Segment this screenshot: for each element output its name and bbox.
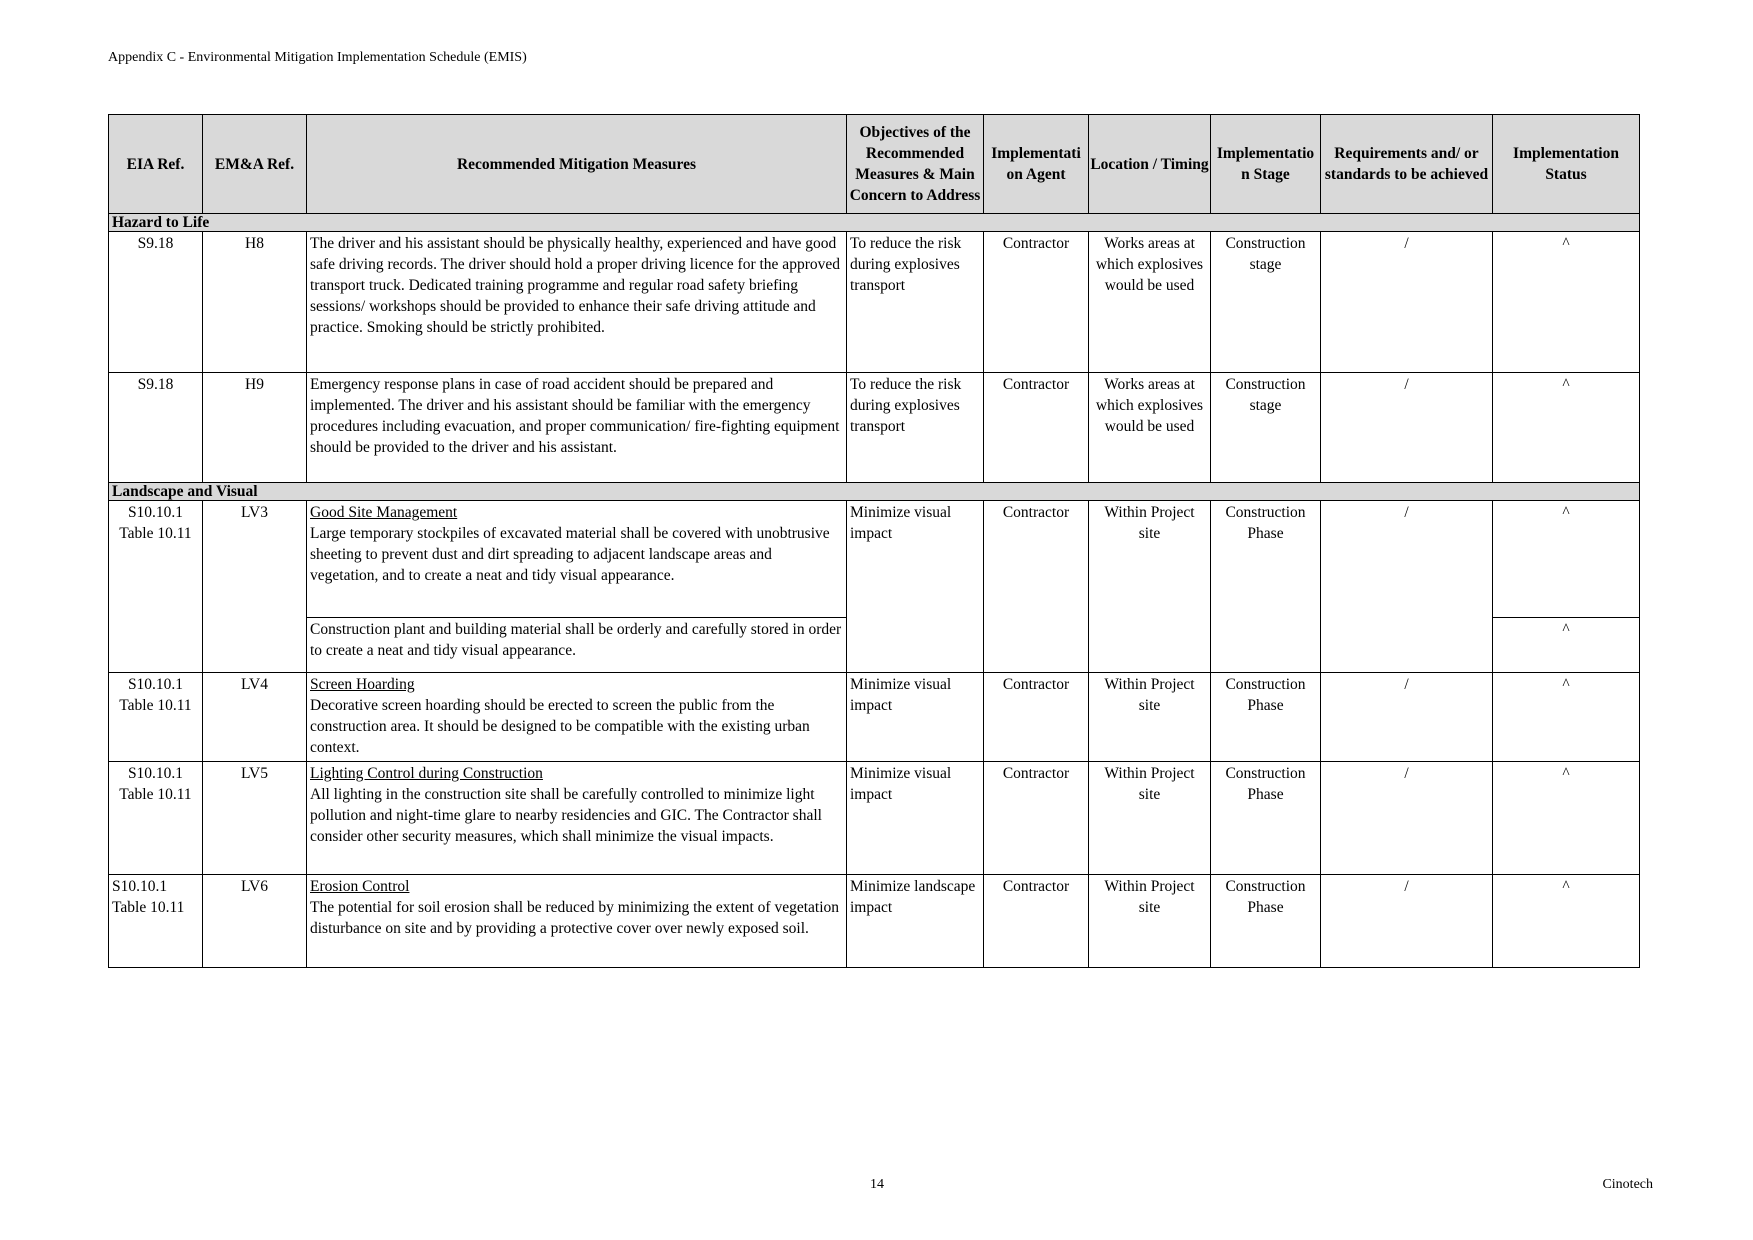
cell-eia-ref — [109, 673, 203, 762]
col-header-objectives: Objectives of the Recommended Measures & Main Concern to Address — [847, 115, 984, 214]
cell-stage: Construction Phase — [1211, 762, 1321, 875]
col-header-agent: Implementati on Agent — [984, 115, 1089, 214]
cell-eia-ref: S9.18 — [109, 373, 203, 483]
cell-ema-ref: LV6 — [203, 875, 307, 968]
cell-location: Works areas at which explosives would be used — [1089, 373, 1211, 483]
cell-measure — [307, 673, 847, 762]
cell-requirement: / — [1321, 232, 1493, 373]
cell-eia-ref — [109, 501, 203, 673]
table-header-row — [109, 115, 1640, 214]
section-title-hazard: Hazard to Life — [109, 214, 1640, 232]
cell-objective: Minimize visual impact — [847, 501, 984, 673]
table-row-lv4 — [109, 673, 1640, 762]
cell-eia-ref — [109, 875, 203, 968]
eia-table-ref: Table 10.11 — [119, 697, 192, 714]
col-header-eia-ref: EIA Ref. — [109, 115, 203, 214]
col-header-status: Implementation Status — [1493, 115, 1640, 214]
eia-section-ref: S10.10.1 — [112, 878, 168, 895]
cell-objective: Minimize visual impact — [847, 673, 984, 762]
cell-stage: Construction Phase — [1211, 501, 1321, 673]
cell-measure: Construction plant and building material shall be orderly and carefully stored in order to create a neat and tidy visual appearance. — [307, 618, 847, 673]
cell-location: Within Project site — [1089, 762, 1211, 875]
section-title-landscape: Landscape and Visual — [109, 483, 1640, 501]
measure-title: Good Site Management — [310, 504, 458, 521]
cell-measure: Emergency response plans in case of road accident should be prepared and implemented. The driver and his assistant should be familiar with the emergency procedures including evacuation, and proper communication/ fire-fighting equipment should be provided to the driver and his assistant. — [307, 373, 847, 483]
cell-requirement: / — [1321, 373, 1493, 483]
cell-eia-ref — [109, 762, 203, 875]
cell-ema-ref: LV5 — [203, 762, 307, 875]
section-row-hazard — [109, 214, 1640, 232]
cell-agent: Contractor — [984, 501, 1089, 673]
cell-stage: Construction Phase — [1211, 673, 1321, 762]
cell-ema-ref: H9 — [203, 373, 307, 483]
cell-requirement: / — [1321, 673, 1493, 762]
cell-agent: Contractor — [984, 673, 1089, 762]
measure-title: Lighting Control during Construction — [310, 765, 543, 782]
col-header-stage: Implementatio n Stage — [1211, 115, 1321, 214]
eia-table-ref: Table 10.11 — [119, 786, 192, 803]
measure-title: Screen Hoarding — [310, 676, 415, 693]
cell-measure — [307, 762, 847, 875]
cell-status: ^ — [1493, 501, 1640, 618]
cell-agent: Contractor — [984, 762, 1089, 875]
table-row-lv5 — [109, 762, 1640, 875]
cell-agent: Contractor — [984, 373, 1089, 483]
eia-table-ref: Table 10.11 — [119, 525, 192, 542]
cell-status: ^ — [1493, 875, 1640, 968]
cell-objective: Minimize landscape impact — [847, 875, 984, 968]
col-header-location: Location / Timing — [1089, 115, 1211, 214]
cell-status: ^ — [1493, 673, 1640, 762]
section-row-landscape — [109, 483, 1640, 501]
measure-text: Large temporary stockpiles of excavated material shall be covered with unobtrusive sheeting to prevent dust and dirt spreading to adjacent landscape areas and vegetation, and to create a neat and tidy visual appearance. — [310, 525, 830, 584]
cell-stage: Construction Phase — [1211, 875, 1321, 968]
cell-measure: The driver and his assistant should be physically healthy, experienced and have good safe driving records. The driver should hold a proper driving licence for the approved transport truck. Dedicated training programme and regular road safety briefing sessions/ workshops should be provided to enhance their safe driving attitude and practice. Smoking should be strictly prohibited. — [307, 232, 847, 373]
cell-ema-ref: LV4 — [203, 673, 307, 762]
eia-section-ref: S10.10.1 — [127, 765, 184, 782]
cell-location: Within Project site — [1089, 673, 1211, 762]
eia-section-ref: S10.10.1 — [127, 504, 184, 521]
cell-ema-ref: H8 — [203, 232, 307, 373]
document-header-note: Appendix C - Environmental Mitigation Implementation Schedule (EMIS) — [108, 50, 527, 65]
cell-requirement: / — [1321, 762, 1493, 875]
cell-location: Within Project site — [1089, 501, 1211, 673]
cell-status: ^ — [1493, 373, 1640, 483]
cell-requirement: / — [1321, 501, 1493, 673]
cell-objective: To reduce the risk during explosives transport — [847, 232, 984, 373]
cell-location: Within Project site — [1089, 875, 1211, 968]
table-row-h9 — [109, 373, 1640, 483]
measure-text: All lighting in the construction site shall be carefully controlled to minimize light pollution and night-time glare to nearby residencies and GIC. The Contractor shall consider other security measures, which shall minimize the visual impacts. — [310, 786, 822, 845]
cell-agent: Contractor — [984, 232, 1089, 373]
cell-stage: Construction stage — [1211, 373, 1321, 483]
table-row-lv6 — [109, 875, 1640, 968]
cell-location: Works areas at which explosives would be used — [1089, 232, 1211, 373]
cell-agent: Contractor — [984, 875, 1089, 968]
company-name: Cinotech — [1602, 1177, 1653, 1192]
cell-eia-ref: S9.18 — [109, 232, 203, 373]
measure-text: The potential for soil erosion shall be reduced by minimizing the extent of vegetation disturbance on site and by providing a protective cover over newly exposed soil. — [310, 899, 840, 937]
measure-text: Decorative screen hoarding should be erected to screen the public from the construction area. It should be designed to be compatible with the existing urban context. — [310, 697, 810, 756]
measure-title: Erosion Control — [310, 878, 410, 895]
cell-stage: Construction stage — [1211, 232, 1321, 373]
col-header-ema-ref: EM&A Ref. — [203, 115, 307, 214]
table-row-h8 — [109, 232, 1640, 373]
cell-objective: Minimize visual impact — [847, 762, 984, 875]
cell-status: ^ — [1493, 232, 1640, 373]
cell-requirement: / — [1321, 875, 1493, 968]
table-row-lv3 — [109, 501, 1640, 618]
cell-status: ^ — [1493, 618, 1640, 673]
cell-ema-ref: LV3 — [203, 501, 307, 673]
col-header-requirements: Requirements and/ or standards to be achieved — [1321, 115, 1493, 214]
cell-status: ^ — [1493, 762, 1640, 875]
cell-measure — [307, 501, 847, 618]
eia-section-ref: S10.10.1 — [127, 676, 184, 693]
emis-table — [108, 114, 1640, 968]
cell-measure — [307, 875, 847, 968]
col-header-measures: Recommended Mitigation Measures — [307, 115, 847, 214]
cell-objective: To reduce the risk during explosives transport — [847, 373, 984, 483]
eia-table-ref: Table 10.11 — [112, 899, 185, 916]
page-number: 14 — [870, 1177, 884, 1192]
